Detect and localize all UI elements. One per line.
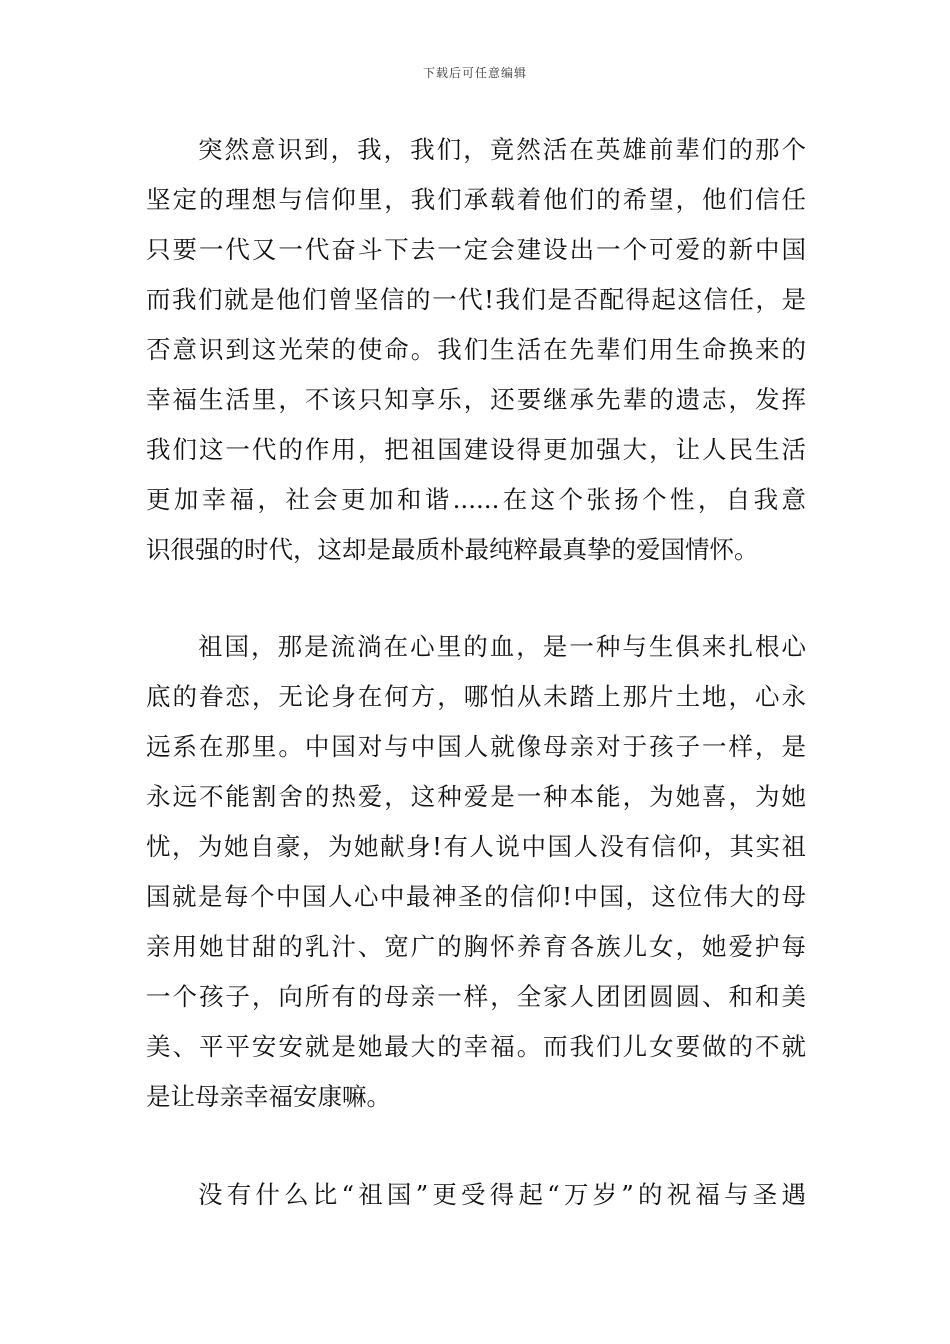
text-line: 只要一代又一代奋斗下去一定会建设出一个可爱的新中国 [146,235,806,264]
text-line: 远系在那里。中国对与中国人就像母亲对于孩子一样，是 [146,732,806,761]
text-line: 永远不能割舍的热爱，这种爱是一种本能，为她喜，为她 [146,782,806,811]
text-line: 坚定的理想与信仰里，我们承载着他们的希望，他们信任 [146,185,806,214]
text-line: 而我们就是他们曾坚信的一代!我们是否配得起这信任，是 [146,285,806,314]
text-line: 亲用她甘甜的乳汁、宽广的胸怀养育各族儿女，她爱护每 [146,932,806,961]
text-line: 识很强的时代，这却是最质朴最纯粹最真挚的爱国情怀。 [146,535,759,564]
text-line: 祖国，那是流淌在心里的血，是一种与生俱来扎根心 [198,632,806,661]
text-line: 一个孩子，向所有的母亲一样，全家人团团圆圆、和和美 [146,982,806,1011]
text-line: 美、平平安安就是她最大的幸福。而我们儿女要做的不就 [146,1032,806,1061]
text-line: 国就是每个中国人心中最神圣的信仰!中国，这位伟大的母 [146,882,806,911]
text-line: 幸福生活里，不该只知享乐，还要继承先辈的遗志，发挥 [146,385,806,414]
text-line: 更加幸福，社会更加和谐......在这个张扬个性，自我意 [146,485,806,514]
text-line: 突然意识到，我，我们，竟然活在英雄前辈们的那个 [198,135,806,164]
text-line: 我们这一代的作用，把祖国建设得更加强大，让人民生活 [146,435,806,464]
text-line: 没有什么比“祖国”更受得起“万岁”的祝福与圣遇 [198,1180,806,1209]
text-line: 底的眷恋，无论身在何方，哪怕从未踏上那片土地，心永 [146,682,806,711]
page-header: 下载后可任意编辑 [422,66,527,80]
text-line: 忧，为她自豪，为她献身!有人说中国人没有信仰，其实祖 [146,832,806,861]
text-line: 是让母亲幸福安康嘛。 [146,1082,391,1111]
text-line: 否意识到这光荣的使命。我们生活在先辈们用生命换来的 [146,335,806,364]
